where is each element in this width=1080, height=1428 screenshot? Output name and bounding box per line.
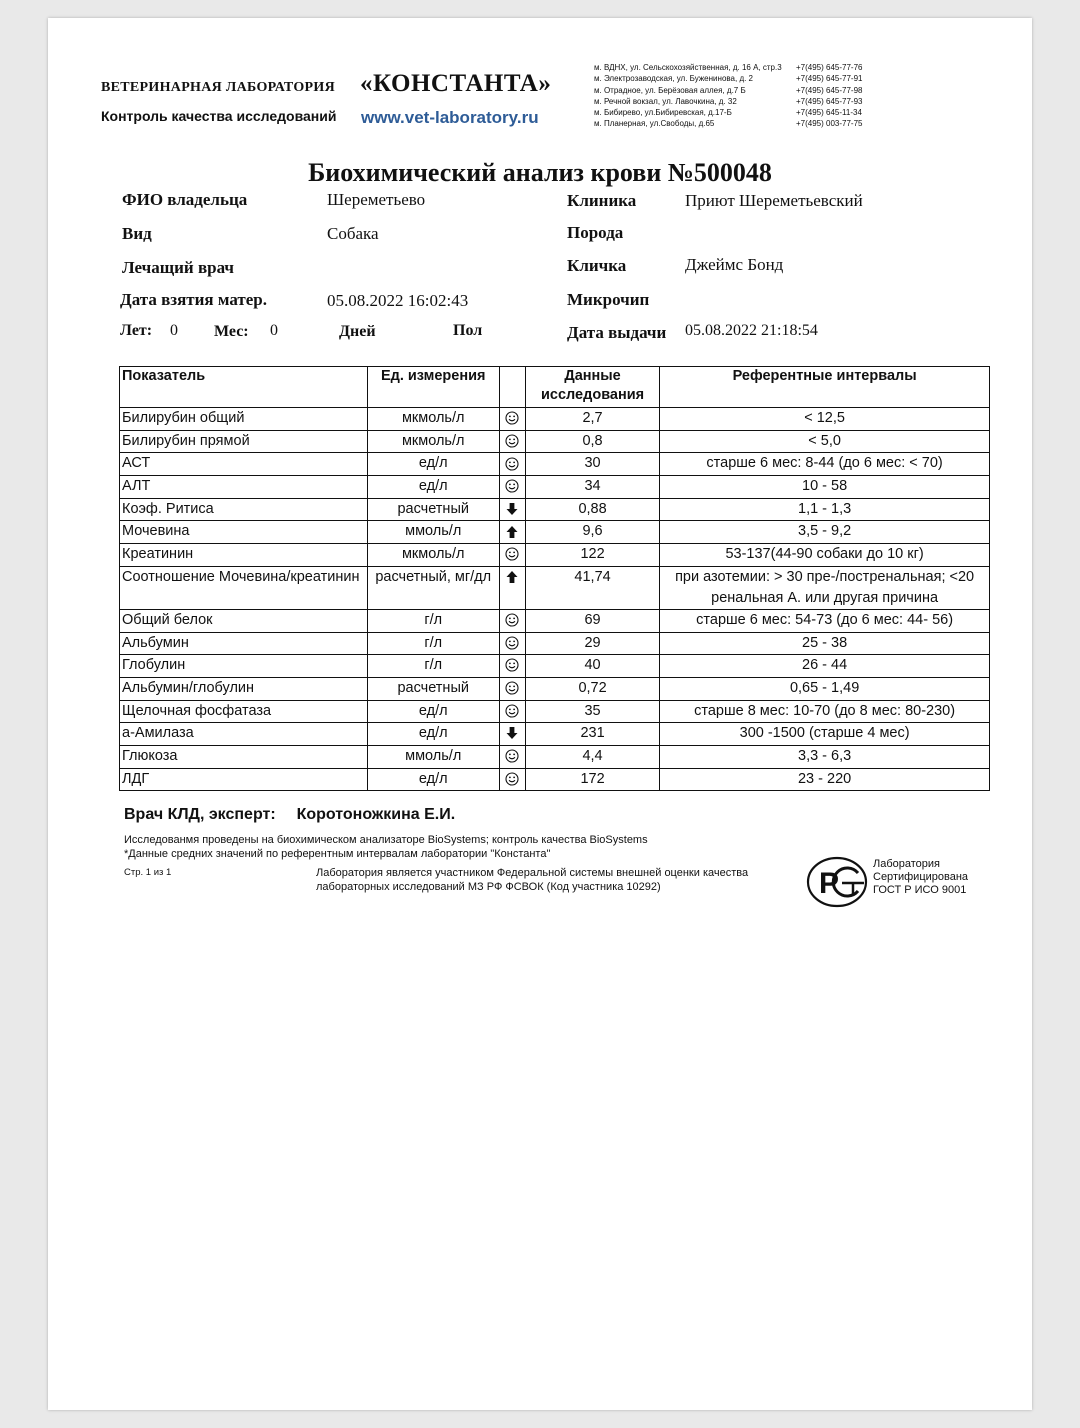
flag-cell xyxy=(499,476,525,499)
result-cell: 69 xyxy=(525,609,659,632)
phone-item: +7(495) 645-77-93 xyxy=(796,96,863,106)
unit-cell: ед/л xyxy=(367,723,499,746)
table-row xyxy=(120,430,990,453)
normal-smiley-icon xyxy=(505,680,519,696)
lab-subtitle: Контроль качества исследований xyxy=(101,108,337,124)
unit-cell: ммоль/л xyxy=(367,521,499,544)
expert-name: Коротоножкина Е.И. xyxy=(296,806,456,823)
days-label: Дней xyxy=(339,323,376,340)
indicator-cell: Билирубин общий xyxy=(120,408,368,431)
normal-smiley-icon xyxy=(505,410,519,426)
result-cell: 9,6 xyxy=(525,521,659,544)
reference-cell: при азотемии: > 30 пре-/постренальная; <20 ренальная А. или другая причина xyxy=(660,566,990,609)
cert-line: Сертифицирована xyxy=(873,871,969,883)
table-row xyxy=(120,498,990,521)
doctor-label: Лечащий врач xyxy=(122,258,234,277)
clinic-label: Клиника xyxy=(567,191,637,210)
indicator-cell: а-Амилаза xyxy=(120,723,368,746)
nickname-value: Джеймс Бонд xyxy=(685,255,784,274)
flag-cell xyxy=(499,700,525,723)
flag-cell xyxy=(499,408,525,431)
result-cell: 122 xyxy=(525,544,659,567)
report-page xyxy=(48,18,1032,1410)
clinic-value: Приют Шереметьевский xyxy=(685,191,863,210)
flag-cell xyxy=(499,430,525,453)
reference-cell: 10 - 58 xyxy=(660,476,990,499)
table-row xyxy=(120,453,990,476)
flag-cell xyxy=(499,677,525,700)
result-cell: 2,7 xyxy=(525,408,659,431)
reference-cell: старше 6 мес: 8-44 (до 6 мес: < 70) xyxy=(660,453,990,476)
normal-smiley-icon xyxy=(505,703,519,719)
phone-item: +7(495) 645-77-76 xyxy=(796,63,863,72)
expert-signature xyxy=(124,806,455,824)
unit-cell: мкмоль/л xyxy=(367,430,499,453)
col-indicator: Показатель xyxy=(120,367,368,408)
unit-cell: г/л xyxy=(367,632,499,655)
issue-date-value: 05.08.2022 21:18:54 xyxy=(685,322,818,339)
unit-cell: мкмоль/л xyxy=(367,408,499,431)
address-list xyxy=(594,62,824,130)
phone-item: +7(495) 645-11-34 xyxy=(796,108,862,118)
address-item: м. Электрозаводская, ул. Буженинова, д. 2 xyxy=(594,74,754,84)
table-row xyxy=(120,700,990,723)
results-table xyxy=(119,366,990,791)
lab-name: ВЕТЕРИНАРНАЯ ЛАБОРАТОРИЯ xyxy=(101,80,335,95)
phone-item: +7(495) 645-77-91 xyxy=(796,74,863,84)
nickname-label: Кличка xyxy=(567,256,627,275)
footnote-reference: *Данные средних значений по референтным интервалам лаборатории "Константа" xyxy=(124,848,551,860)
normal-smiley-icon xyxy=(505,635,519,651)
result-cell: 0,88 xyxy=(525,498,659,521)
table-row xyxy=(120,544,990,567)
indicator-cell: Глюкоза xyxy=(120,745,368,768)
lab-website-link[interactable]: www.vet-laboratory.ru xyxy=(361,108,539,127)
reference-cell: 23 - 220 xyxy=(660,768,990,791)
result-cell: 34 xyxy=(525,476,659,499)
breed-label: Порода xyxy=(567,223,624,242)
reference-cell: 53-137(44-90 собаки до 10 кг) xyxy=(660,544,990,567)
microchip-label: Микрочип xyxy=(567,290,650,309)
flag-cell xyxy=(499,723,525,746)
table-row xyxy=(120,745,990,768)
flag-cell xyxy=(499,609,525,632)
normal-smiley-icon xyxy=(505,771,519,787)
normal-smiley-icon xyxy=(505,455,519,471)
result-cell: 0,8 xyxy=(525,430,659,453)
flag-cell xyxy=(499,544,525,567)
indicator-cell: АСТ xyxy=(120,453,368,476)
result-cell: 231 xyxy=(525,723,659,746)
indicator-cell: Альбумин/глобулин xyxy=(120,677,368,700)
species-label: Вид xyxy=(122,224,152,243)
phone-item: +7(495) 645-77-98 xyxy=(796,85,863,95)
unit-cell: ед/л xyxy=(367,453,499,476)
result-cell: 4,4 xyxy=(525,745,659,768)
table-row xyxy=(120,476,990,499)
table-row xyxy=(120,609,990,632)
page-number: Стр. 1 из 1 xyxy=(124,867,172,878)
unit-cell: ед/л xyxy=(367,768,499,791)
table-row xyxy=(120,566,990,609)
indicator-cell: Билирубин прямой xyxy=(120,430,368,453)
svg-text:Р: Р xyxy=(819,867,840,900)
reference-cell: 1,1 - 1,3 xyxy=(660,498,990,521)
address-item: м. ВДНХ, ул. Сельскохозяйственная, д. 16 А, стр.3 xyxy=(594,63,782,72)
reference-cell: 25 - 38 xyxy=(660,632,990,655)
cert-line: ГОСТ Р ИСО 9001 xyxy=(873,884,967,896)
flag-cell xyxy=(499,453,525,476)
unit-cell: расчетный xyxy=(367,677,499,700)
sample-date-value: 05.08.2022 16:02:43 xyxy=(327,291,469,310)
reference-cell: < 12,5 xyxy=(660,408,990,431)
indicator-cell: Глобулин xyxy=(120,655,368,678)
address-item: м. Планерная, ул.Свободы, д.65 xyxy=(594,119,715,129)
indicator-cell: ЛДГ xyxy=(120,768,368,791)
unit-cell: ммоль/л xyxy=(367,745,499,768)
owner-label: ФИО владельца xyxy=(122,190,248,209)
lab-brand: «КОНСТАНТА» xyxy=(360,70,552,97)
years-value: 0 xyxy=(170,322,178,339)
flag-cell xyxy=(499,521,525,544)
arrow-up-icon xyxy=(505,569,519,585)
table-row xyxy=(120,408,990,431)
col-unit: Ед. измерения xyxy=(367,367,499,408)
table-row xyxy=(120,768,990,791)
months-label: Мес: xyxy=(214,323,249,340)
arrow-up-icon xyxy=(505,523,519,539)
sample-date-label: Дата взятия матер. xyxy=(120,290,267,309)
flag-cell xyxy=(499,768,525,791)
years-label: Лет: xyxy=(120,322,153,339)
flag-cell xyxy=(499,745,525,768)
participation-note xyxy=(316,866,748,894)
indicator-cell: Соотношение Мочевина/креатинин xyxy=(120,566,368,609)
table-row xyxy=(120,723,990,746)
unit-cell: ед/л xyxy=(367,700,499,723)
unit-cell: ед/л xyxy=(367,476,499,499)
col-flag xyxy=(499,367,525,408)
sex-label: Пол xyxy=(453,322,483,339)
rst-certification-logo-icon xyxy=(806,856,868,913)
participation-line: Лаборатория является участником Федеральной системы внешней оценки качества xyxy=(316,867,749,879)
flag-cell xyxy=(499,566,525,609)
result-cell: 0,72 xyxy=(525,677,659,700)
result-cell: 40 xyxy=(525,655,659,678)
result-cell: 35 xyxy=(525,700,659,723)
flag-cell xyxy=(499,632,525,655)
reference-cell: < 5,0 xyxy=(660,430,990,453)
reference-cell: 3,3 - 6,3 xyxy=(660,745,990,768)
result-cell: 30 xyxy=(525,453,659,476)
indicator-cell: Креатинин xyxy=(120,544,368,567)
normal-smiley-icon xyxy=(505,748,519,764)
address-item: м. Речной вокзал, ул. Лавочкина, д. 32 xyxy=(594,96,737,106)
reference-cell: старше 8 мес: 10-70 (до 8 мес: 80-230) xyxy=(660,700,990,723)
table-row xyxy=(120,677,990,700)
flag-cell xyxy=(499,498,525,521)
normal-smiley-icon xyxy=(505,612,519,628)
species-value: Собака xyxy=(327,224,379,243)
result-cell: 29 xyxy=(525,632,659,655)
indicator-cell: АЛТ xyxy=(120,476,368,499)
reference-cell: 26 - 44 xyxy=(660,655,990,678)
normal-smiley-icon xyxy=(505,433,519,449)
months-value: 0 xyxy=(270,322,278,339)
address-item: м. Бибирево, ул.Бибиревская, д.17-Б xyxy=(594,108,732,118)
unit-cell: мкмоль/л xyxy=(367,544,499,567)
normal-smiley-icon xyxy=(505,657,519,673)
table-row xyxy=(120,521,990,544)
table-body xyxy=(120,408,990,791)
indicator-cell: Коэф. Ритиса xyxy=(120,498,368,521)
document-title: Биохимический анализ крови №500048 xyxy=(308,158,772,187)
result-cell: 172 xyxy=(525,768,659,791)
normal-smiley-icon xyxy=(505,478,519,494)
col-reference: Референтные интервалы xyxy=(660,367,990,408)
unit-cell: г/л xyxy=(367,609,499,632)
table-row xyxy=(120,655,990,678)
indicator-cell: Мочевина xyxy=(120,521,368,544)
certification-text xyxy=(873,858,968,897)
reference-cell: 0,65 - 1,49 xyxy=(660,677,990,700)
phone-list xyxy=(796,62,863,130)
reference-cell: 300 -1500 (старше 4 мес) xyxy=(660,723,990,746)
indicator-cell: Общий белок xyxy=(120,609,368,632)
owner-value: Шереметьево xyxy=(327,190,426,209)
participation-line: лабораторных исследований МЗ РФ ФСВОК (Код участника 10292) xyxy=(316,881,661,893)
arrow-down-icon xyxy=(505,501,519,517)
arrow-down-icon xyxy=(505,725,519,741)
indicator-cell: Альбумин xyxy=(120,632,368,655)
unit-cell: г/л xyxy=(367,655,499,678)
unit-cell: расчетный, мг/дл xyxy=(367,566,499,609)
col-result: Данные исследования xyxy=(525,367,659,408)
reference-cell: старше 6 мес: 54-73 (до 6 мес: 44- 56) xyxy=(660,609,990,632)
normal-smiley-icon xyxy=(505,546,519,562)
expert-label: Врач КЛД, эксперт: xyxy=(124,806,276,823)
result-cell: 41,74 xyxy=(525,566,659,609)
footnotes xyxy=(124,833,648,861)
footnote-analyzer: Исследованмя проведены на биохимическом анализаторе BioSystems; контроль качества BioSystems xyxy=(124,834,648,846)
flag-cell xyxy=(499,655,525,678)
phone-item: +7(495) 003-77-75 xyxy=(796,119,863,129)
unit-cell: расчетный xyxy=(367,498,499,521)
table-row xyxy=(120,632,990,655)
issue-date-label: Дата выдачи xyxy=(567,323,667,342)
reference-cell: 3,5 - 9,2 xyxy=(660,521,990,544)
cert-line: Лаборатория xyxy=(873,858,940,870)
address-item: м. Отрадное, ул. Берёзовая аллея, д.7 Б xyxy=(594,85,746,95)
indicator-cell: Щелочная фосфатаза xyxy=(120,700,368,723)
table-header-row xyxy=(120,367,990,408)
